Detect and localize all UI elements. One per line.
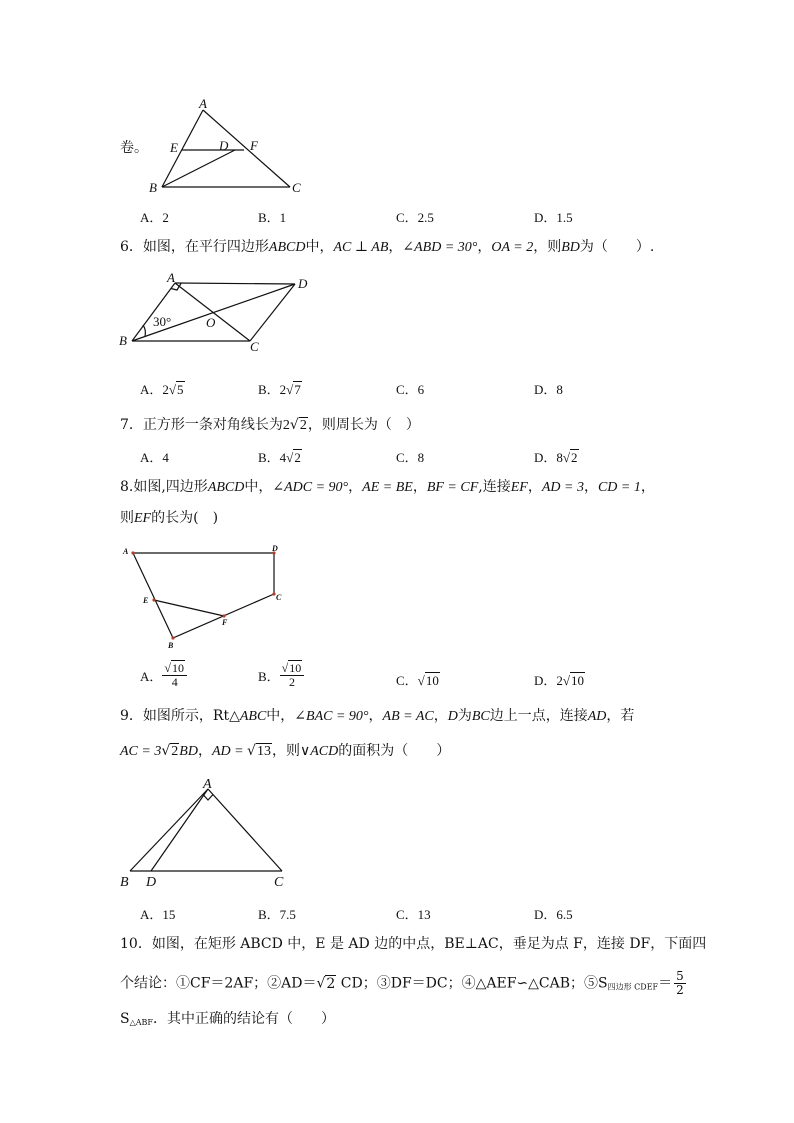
- q6-question-text: 6．如图，在平行四边形ABCD中，AC ⊥ AB，∠ABD = 30°，OA = 2，则BD为（ ）.: [120, 239, 655, 255]
- q6-label-a: A: [167, 270, 175, 285]
- q6-angle-label: 30°: [153, 314, 172, 329]
- q9-label-b: B: [120, 875, 129, 890]
- q6-parallelogram-figure: [115, 270, 315, 355]
- q9-option-c: C．13: [396, 907, 431, 922]
- q6-label-d: D: [298, 276, 308, 291]
- q9-label-c: C: [274, 875, 284, 890]
- q5-option-b: B．1: [258, 210, 287, 225]
- q8-quadrilateral-figure: [118, 540, 298, 655]
- q8-option-b: B． $\frac{√10}{2}$: [258, 662, 304, 689]
- q5-label-c: C: [292, 180, 301, 195]
- q10-question-line2: 个结论：①CF＝2AF；②AD＝√2 CD；③DF＝DC；④△AEF∽△CAB；$⑤S_{四边形 CDEF}=$ $\frac{5}{2}$: [120, 969, 684, 997]
- q6-label-b: B: [119, 333, 127, 348]
- q5-label-d: D: [219, 138, 229, 153]
- q6-option-c: C．6: [396, 382, 425, 397]
- q5-label-e: E: [170, 140, 178, 155]
- q10-question-line3: $S_{\triangle ABF}$．其中正确的结论有（ ）: [120, 1011, 335, 1027]
- q5-option-a: A．2: [140, 210, 169, 225]
- q5-triangle-figure: [140, 95, 310, 200]
- q6-option-b: B．2√7: [258, 382, 301, 397]
- q7-option-a: A．4: [140, 450, 169, 465]
- q6-option-a: A．2√5: [140, 382, 184, 397]
- q8-label-b: B: [168, 641, 174, 650]
- q8-question-line2: 则EF的长为( ): [120, 510, 219, 526]
- q6-option-d: D．8: [534, 382, 563, 397]
- q5-option-c: C．2.5: [396, 210, 434, 225]
- q5-label-a: A: [199, 96, 207, 111]
- q8-label-c: C: [276, 593, 282, 602]
- q9-option-d: D．6.5: [534, 907, 573, 922]
- q8-label-f: F: [222, 618, 228, 627]
- q5-lead-text: 卷。: [120, 140, 148, 156]
- q9-question-line1: 9．如图所示，Rt△ABC中，∠BAC = 90°，AB = AC，D为BC边上一点，连接AD，若: [120, 708, 635, 724]
- q8-label-a: A: [123, 547, 129, 556]
- q8-option-a: A． $\frac{√10}{4}$: [140, 662, 187, 689]
- q8-option-c: C．√10: [396, 673, 439, 688]
- q9-option-a: A．15: [140, 907, 176, 922]
- q7-option-c: C．8: [396, 450, 425, 465]
- q5-label-b: B: [149, 180, 157, 195]
- q8-label-e: E: [143, 596, 149, 605]
- q5-label-f: F: [250, 138, 258, 153]
- q9-label-d: D: [146, 875, 157, 890]
- q10-question-line1: 10．如图，在矩形 ABCD 中，E 是 AD 边的中点，BE⊥AC，垂足为点 F，连接 DF，下面四: [120, 936, 707, 952]
- q9-label-a: A: [203, 777, 212, 792]
- q8-label-d: D: [272, 544, 278, 553]
- q6-label-o: O: [206, 315, 216, 330]
- q7-question-text: 7．正方形一条对角线长为2√2，则周长为（ ）: [120, 417, 420, 433]
- q9-option-b: B．7.5: [258, 907, 296, 922]
- q9-triangle-figure: [115, 775, 295, 890]
- q8-question-line1: 8.如图,四边形ABCD中，∠ADC = 90°，AE = BE，BF = CF,连接EF，AD = 3，CD = 1，: [120, 479, 655, 495]
- q7-option-b: B．4√2: [258, 450, 301, 465]
- q8-option-d: D．2√10: [534, 673, 585, 688]
- q7-option-d: D．8√2: [534, 450, 578, 465]
- q5-option-d: D．1.5: [534, 210, 573, 225]
- q6-label-c: C: [250, 339, 259, 354]
- q9-question-line2: AC = 3√2BD，AD = √13，则∨ACD的面积为（ ）: [120, 743, 451, 759]
